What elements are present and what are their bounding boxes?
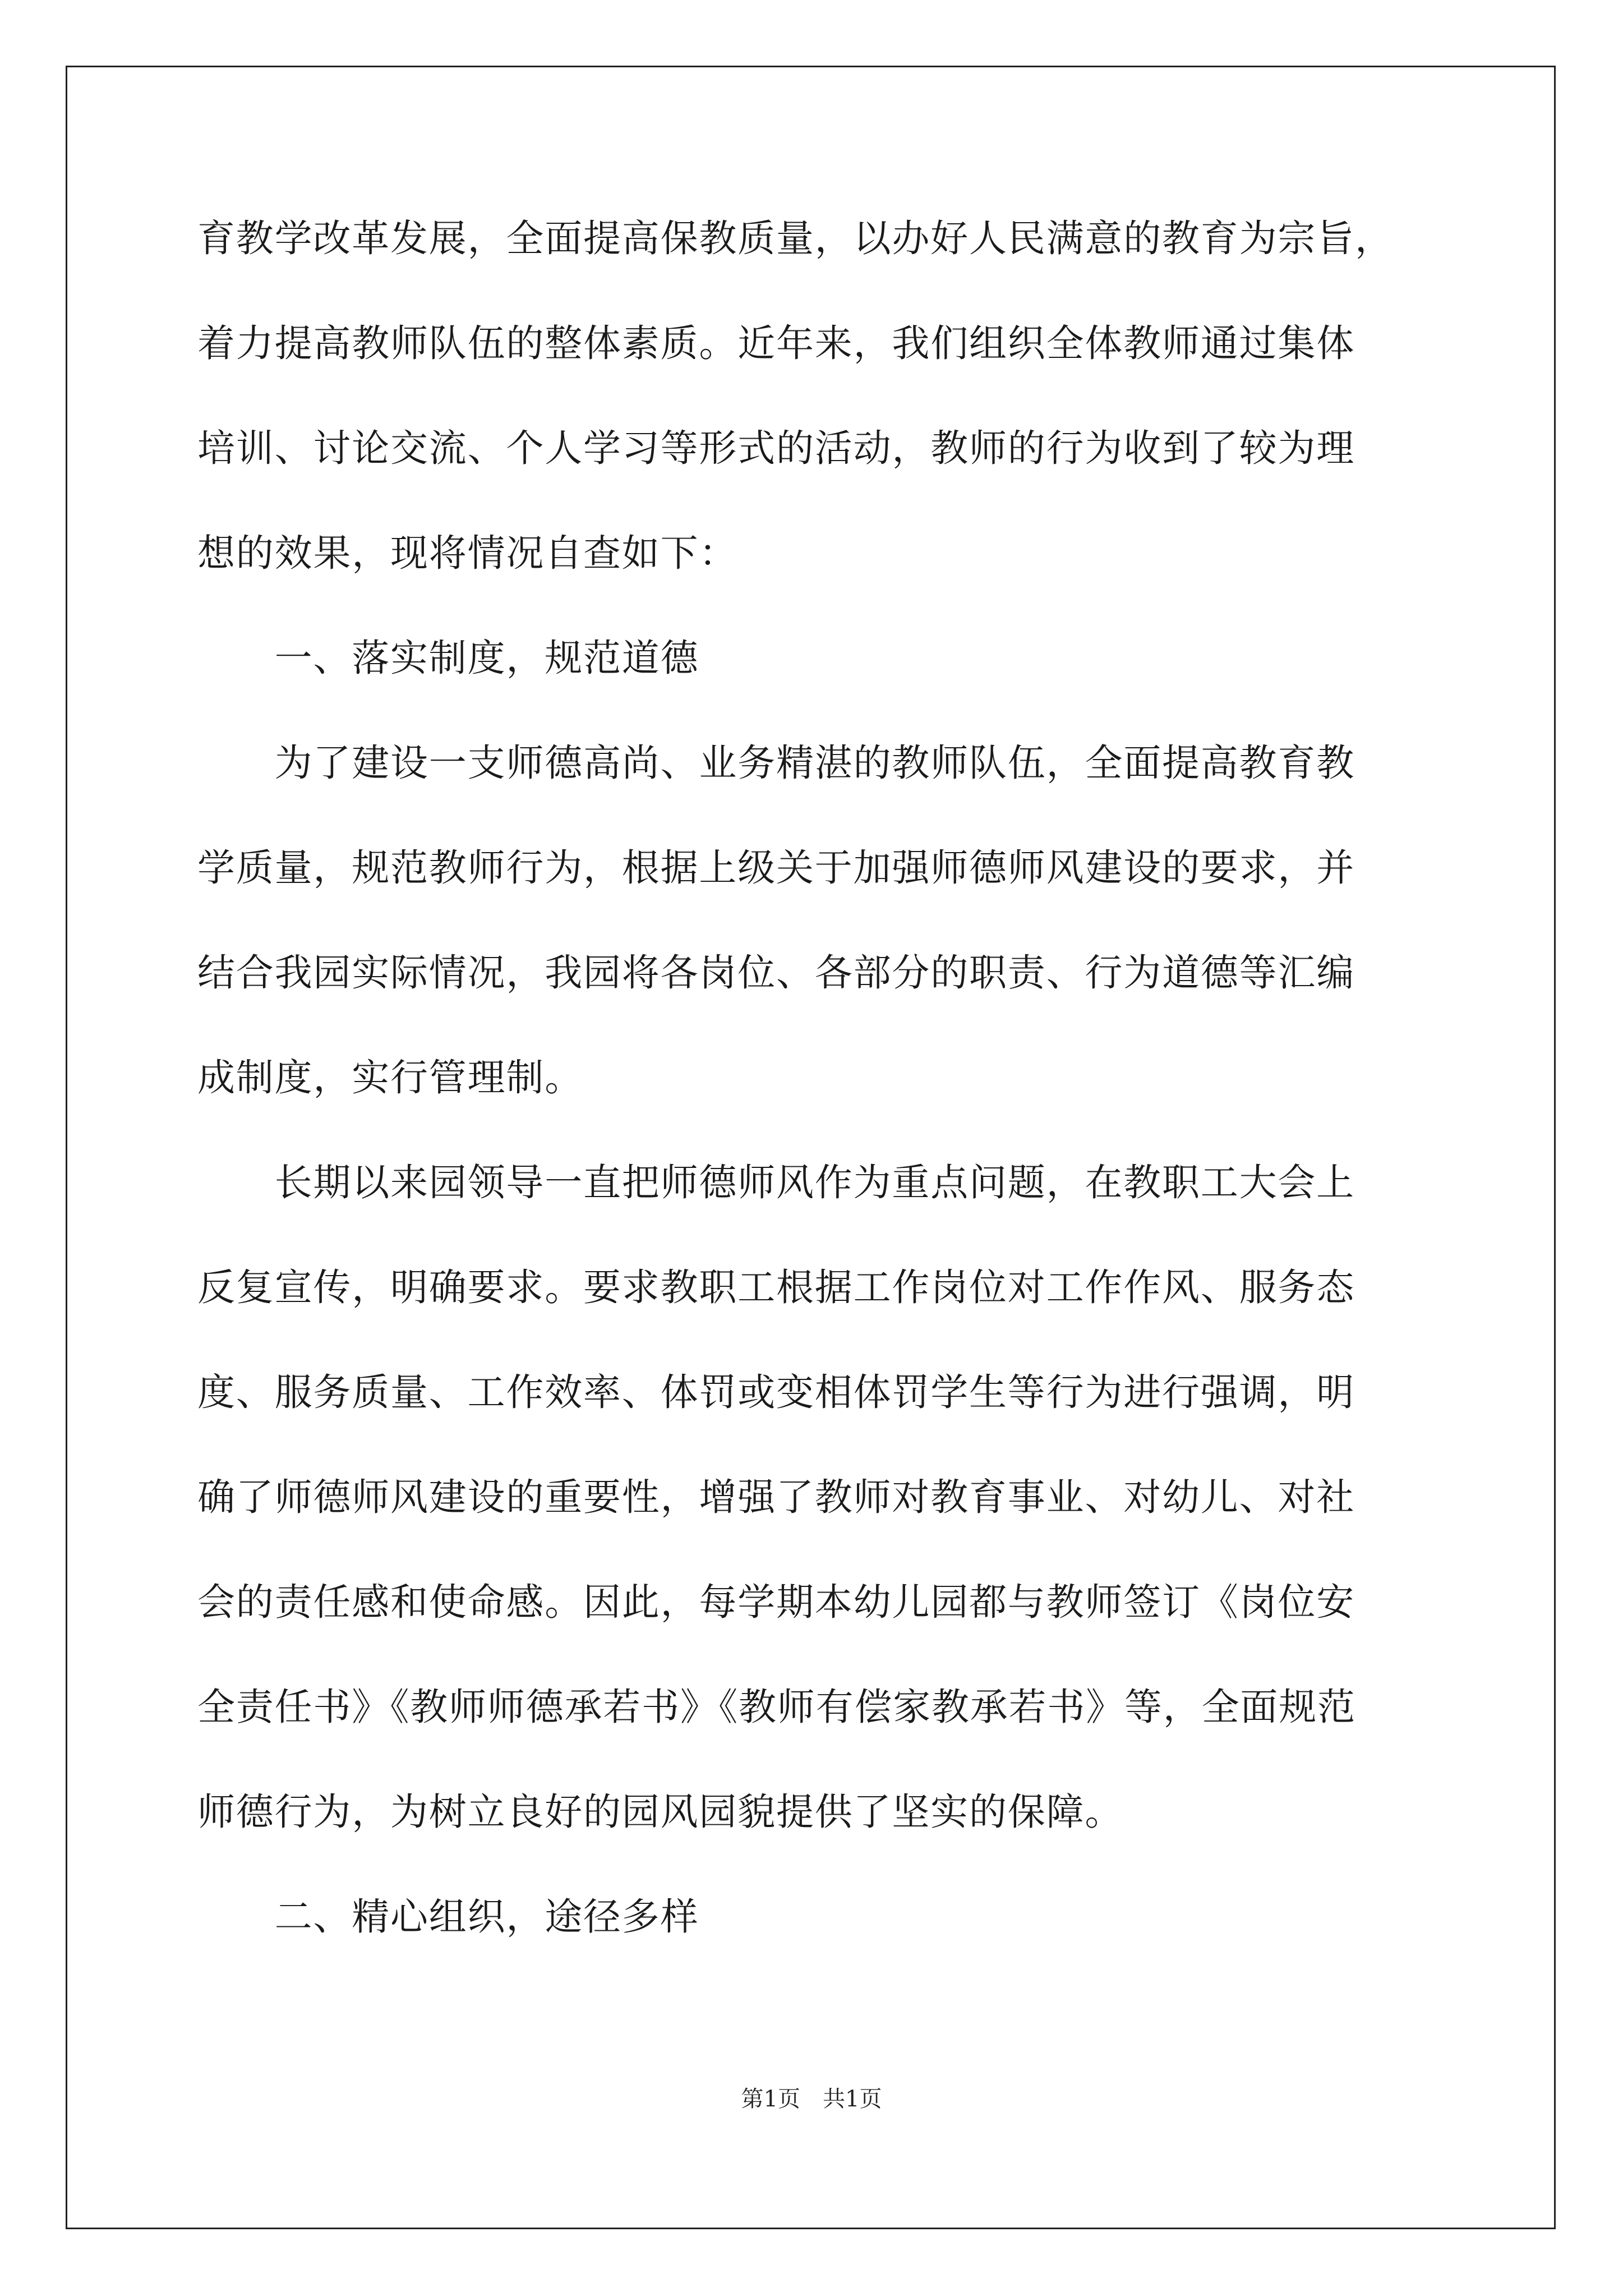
text-line: 确了师德师风建设的重要性，增强了教师对教育事业、对幼儿、对社: [197, 1475, 1355, 1519]
text-line: 度、服务质量、工作效率、体罚或变相体罚学生等行为进行强调，明: [197, 1370, 1355, 1414]
text-line: 育教学改革发展，全面提高保教质量，以办好人民满意的教育为宗旨，: [197, 217, 1394, 260]
text-line: 全责任书》《教师师德承若书》《教师有偿家教承若书》等，全面规范: [197, 1685, 1356, 1729]
page-number-footer: 第1页 共1页: [741, 2086, 882, 2112]
text-line: 着力提高教师队伍的整体素质。近年来，我们组织全体教师通过集体: [197, 321, 1355, 365]
text-line: 会的责任感和使命感。因此，每学期本幼儿园都与教师签订《岗位安: [197, 1580, 1355, 1624]
text-line: 培训、讨论交流、个人学习等形式的活动，教师的行为收到了较为理: [197, 426, 1355, 470]
text-line: 结合我园实际情况，我园将各岗位、各部分的职责、行为道德等汇编: [197, 951, 1355, 995]
section-heading: 一、落实制度，规范道德: [197, 636, 699, 680]
section-heading: 二、精心组织，途径多样: [197, 1895, 699, 1939]
text-line: 为了建设一支师德高尚、业务精湛的教师队伍，全面提高教育教: [197, 741, 1355, 785]
text-line: 师德行为，为树立良好的园风园貌提供了坚实的保障。: [197, 1790, 1124, 1834]
text-line: 学质量，规范教师行为，根据上级关于加强师德师风建设的要求，并: [197, 846, 1355, 890]
text-line: 反复宣传，明确要求。要求教职工根据工作岗位对工作作风、服务态: [197, 1266, 1355, 1309]
text-line: 想的效果，现将情况自查如下：: [197, 531, 738, 575]
text-line: 成制度，实行管理制。: [197, 1056, 583, 1099]
text-line: 长期以来园领导一直把师德师风作为重点问题，在教职工大会上: [197, 1161, 1355, 1204]
